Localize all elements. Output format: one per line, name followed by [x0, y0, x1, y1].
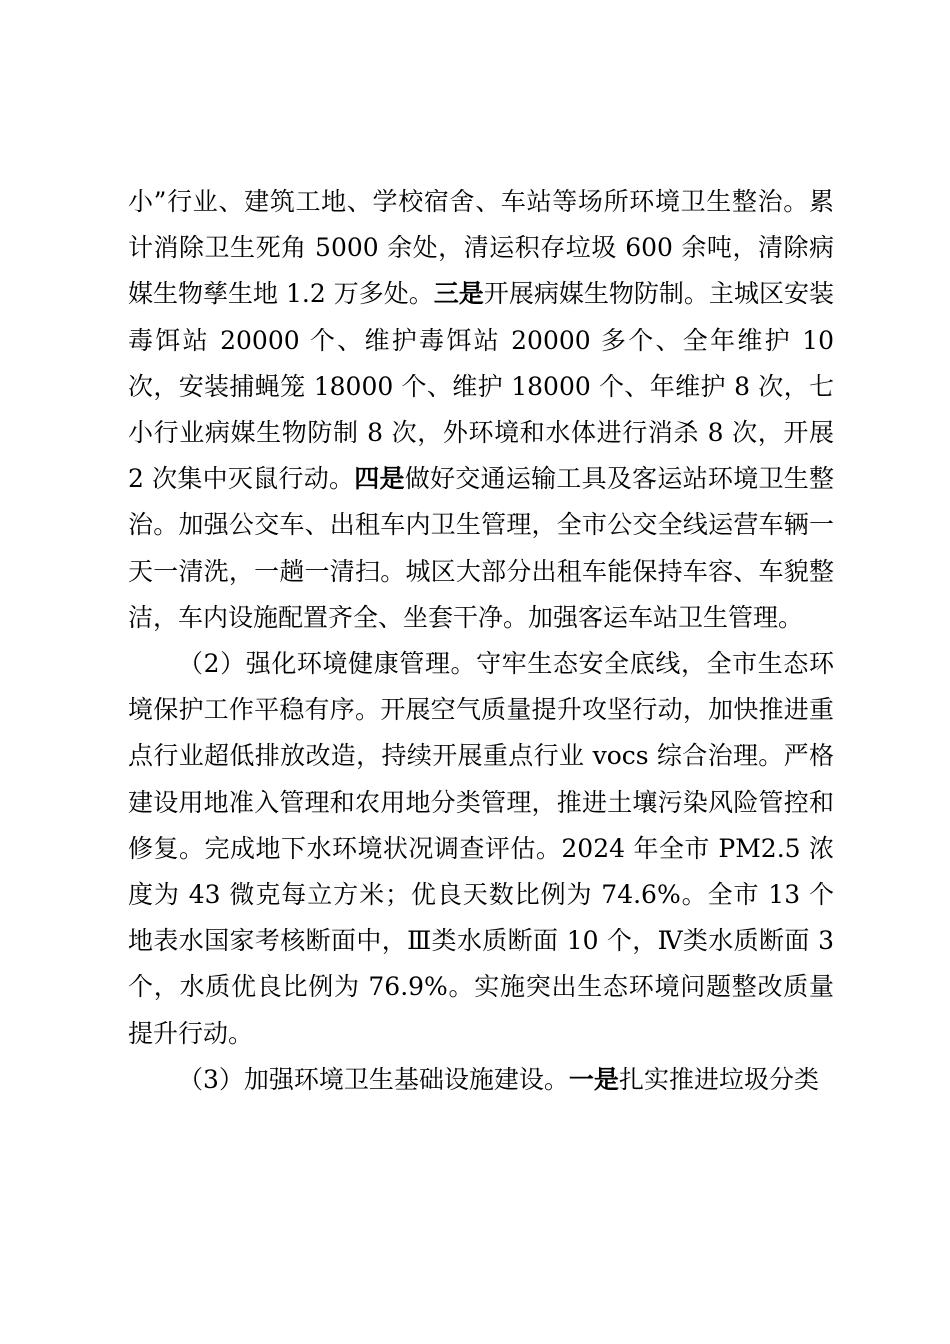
p1-text-3: 做好交通运输工具及客运站环境卫生整治。加强公交车、出租车内卫生管理，全市公交全线运营车辆一天一清洗，一趟一清扫。城区大部分出租车能保持车容、车貌整洁，车内设施配置齐全、坐套干净。加强客运车站卫生管理。: [128, 464, 834, 632]
paragraph-infrastructure-construction: [128, 1057, 834, 1103]
p3-keyword-yi-shi: 一是: [568, 1064, 619, 1094]
paragraph-environmental-health-management: [128, 641, 834, 1057]
p1-text-2: 开展病媒生物防制。主城区安装毒饵站 20000 个、维护毒饵站 20000 多个、全年维护 10 次，安装捕蝇笼 18000 个、维护 18000 个、年维护 8 次，七小行业病媒生物防制 8 次，外环境和水体进行消杀 8 次，开展 2 次集中灭鼠行动。: [128, 279, 834, 494]
paragraph-sanitation-and-vector-control: [128, 179, 834, 641]
p1-text-1: 小”行业、建筑工地、学校宿舍、车站等场所环境卫生整治。累计消除卫生死角 5000 余处，清运积存垃圾 600 余吨，清除病媒生物孳生地 1.2 万多处。: [128, 187, 834, 309]
p3-text-1: （3）加强环境卫生基础设施建设。: [178, 1064, 569, 1094]
p1-keyword-san-shi: 三是: [433, 279, 484, 309]
document-page: [128, 179, 834, 1103]
p3-text-2: 扎实推进垃圾分类: [618, 1064, 819, 1094]
p2-text-1: （2）强化环境健康管理。守牢生态安全底线，全市生态环境保护工作平稳有序。开展空气质量提升攻坚行动，加快推进重点行业超低排放改造，持续开展重点行业 vocs 综合治理。严格建设用地准入管理和农用地分类管理，推进土壤污染风险管控和修复。完成地下水环境状况调查评估。2024 年全市 PM2.5 浓度为 43 微克每立方米；优良天数比例为 74.6%。全市 13 个地表水国家考核断面中，Ⅲ类水质断面 10 个，Ⅳ类水质断面 3 个，水质优良比例为 76.9%。实施突出生态环境问题整改质量提升行动。: [128, 649, 834, 1048]
p1-keyword-si-shi: 四是: [354, 464, 405, 494]
